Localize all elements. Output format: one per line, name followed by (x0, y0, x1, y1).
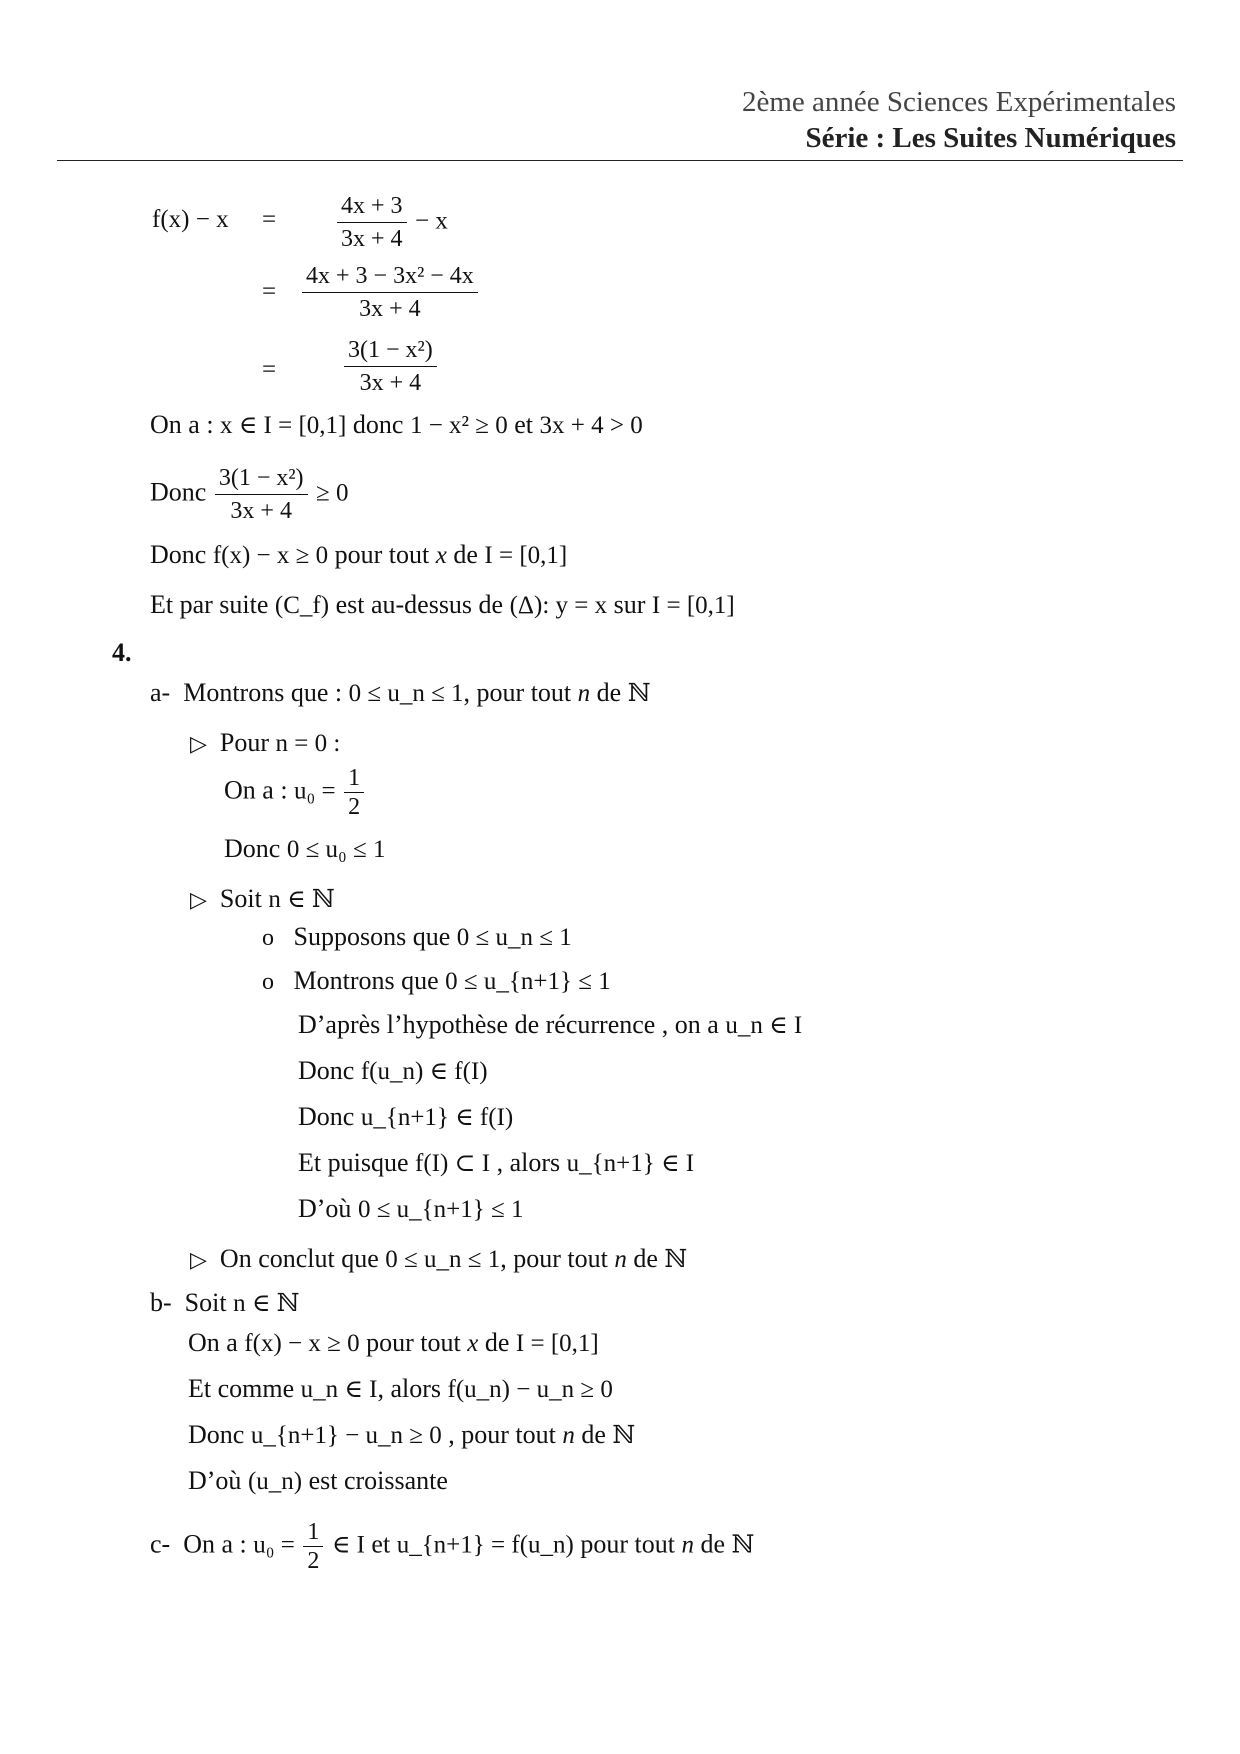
goal-line (262, 966, 611, 996)
dou-line (298, 1194, 523, 1224)
u0-equals: u₀ = (294, 777, 336, 805)
naturals-symbol: ℕ (664, 1246, 688, 1273)
ineq-one-minus-x2: 1 − x² ≥ 0 (409, 412, 508, 439)
half-denominator: 2 (348, 794, 361, 820)
naturals-symbol: ℕ (612, 1422, 636, 1449)
computation-step2 (300, 260, 480, 325)
pour-text: Pour (219, 728, 270, 757)
donc-word: donc (352, 410, 404, 439)
in-I: ∈ I (331, 1531, 365, 1559)
on-a-label: On a (188, 1328, 238, 1357)
alors-text: , alors (496, 1148, 561, 1177)
goal-bounds: 0 ≤ u_{n+1} ≤ 1 (445, 968, 611, 995)
dapres-text: D’après l’hypothèse de récurrence , on a (298, 1010, 719, 1039)
fx-minus-x-ineq: f(x) − x ≥ 0 (212, 542, 329, 569)
pour-tout-tail: , pour tout (463, 678, 572, 707)
sur-text: sur (613, 590, 646, 619)
part-a-label: a- (150, 678, 171, 707)
part-a-title (150, 678, 651, 708)
de-text: de (484, 1328, 510, 1357)
document-header (742, 84, 1176, 156)
inductive-step-line (190, 884, 335, 914)
donc-label: Donc (150, 477, 207, 507)
de-text: de (633, 1244, 658, 1273)
n-equals-zero: n = 0 : (275, 730, 341, 757)
conclusion-bounds: 0 ≤ u_n ≤ 1 (385, 1246, 501, 1273)
frac-tail: ≥ 0 (316, 479, 349, 507)
on-a-label: On a : (224, 775, 288, 805)
x-variable: x (467, 1330, 479, 1357)
un-in-I: u_n ∈ I (300, 1376, 378, 1403)
dou-text: D’où (298, 1194, 352, 1223)
et-comme-text: Et comme (188, 1374, 295, 1403)
croissante-text: est croissante (308, 1466, 448, 1495)
donc-label: Donc (298, 1102, 355, 1131)
n-variable: n (614, 1246, 627, 1273)
alors-text: , alors (377, 1374, 442, 1403)
line-donc-fx (150, 540, 567, 570)
conclusion-line (190, 1244, 687, 1274)
step1-tail: − x (415, 207, 448, 235)
computation-step1 (335, 190, 448, 255)
line-et-par-suite (150, 590, 735, 620)
circle-bullet-icon: o (262, 925, 274, 951)
de-text: de (581, 1420, 606, 1449)
donc-un1-line (298, 1102, 513, 1132)
naturals-symbol: ℕ (731, 1531, 755, 1559)
n-variable: n (681, 1531, 694, 1559)
step2-numerator: 4x + 3 − 3x² − 4x (302, 260, 478, 293)
part-c-line (150, 1518, 754, 1575)
supposons-text: Supposons que (293, 922, 451, 951)
x-in-interval: x ∈ I = [0,1] (220, 412, 347, 439)
b-et-comme-line (188, 1374, 613, 1404)
f-un-minus-un-ineq: f(u_n) − u_n ≥ 0 (447, 1376, 613, 1403)
dou-text: D’où (188, 1466, 242, 1495)
naturals-symbol: ℕ (627, 680, 651, 707)
interval-I: I = [0,1] (484, 542, 568, 569)
equals-sign-1: = (262, 206, 277, 233)
un-in-I: u_n ∈ I (725, 1012, 803, 1039)
header-class-level: 2ème année Sciences Expérimentales (742, 86, 1176, 118)
frac-numerator: 3(1 − x²) (215, 462, 308, 495)
step1-denominator: 3x + 4 (341, 226, 403, 252)
u0-equals: u₀ = (253, 1531, 295, 1559)
equals-sign-3: = (262, 356, 277, 383)
pour-tout-tail: , pour tout (500, 1244, 608, 1273)
u0-bounds: 0 ≤ u₀ ≤ 1 (286, 836, 386, 863)
line-donc-fraction (150, 462, 349, 527)
donc-label: Donc (298, 1056, 355, 1085)
de-text: de (453, 540, 478, 569)
half-numerator: 1 (303, 1518, 323, 1547)
header-rule (57, 160, 1183, 161)
base-case-line (190, 728, 340, 758)
on-a-label: On a : (150, 410, 214, 439)
step2-denominator: 3x + 4 (359, 296, 421, 322)
un1-in-I: u_{n+1} ∈ I (566, 1150, 695, 1177)
frac-denominator: 3x + 4 (230, 498, 292, 524)
f-un-in-fI: f(u_n) ∈ f(I) (360, 1058, 488, 1085)
et-puisque-line (298, 1148, 694, 1178)
step3-denominator: 3x + 4 (359, 370, 422, 396)
fI-subset-I: f(I) ⊂ I (415, 1150, 491, 1177)
n-variable: n (577, 680, 591, 707)
un1-in-fI: u_{n+1} ∈ f(I) (360, 1104, 514, 1131)
hypothesis-line (262, 922, 572, 952)
recurrence-hypothesis-line (298, 1010, 802, 1040)
step1-numerator: 4x + 3 (337, 190, 407, 223)
pour-tout-tail: , pour tout (448, 1420, 556, 1449)
triangle-bullet-icon: ▷ (190, 731, 207, 756)
pour-tout-text: pour tout (366, 1328, 461, 1357)
n-in-naturals: n ∈ ℕ (268, 886, 335, 913)
part-c-label: c- (150, 1529, 171, 1559)
n-in-naturals: n ∈ ℕ (233, 1290, 300, 1317)
circle-bullet-icon: o (262, 969, 274, 995)
recurrence-relation: u_{n+1} = f(u_n) (396, 1531, 574, 1559)
on-a-label: On a : (183, 1529, 247, 1559)
fx-minus-x-ineq: f(x) − x ≥ 0 (244, 1330, 360, 1357)
computation-step3 (342, 334, 439, 399)
line-delta: (Δ): y = x (509, 592, 608, 619)
step3-numerator: 3(1 − x²) (344, 334, 437, 367)
donc-label: Donc (224, 834, 281, 863)
pour-tout-text: pour tout (580, 1529, 675, 1559)
line-on-a (150, 410, 643, 440)
de-text: de (700, 1529, 726, 1559)
soit-text: Soit (184, 1288, 227, 1317)
montrons-que: Montrons que : (183, 678, 343, 707)
et-word: et (371, 1529, 391, 1559)
montrons-text: Montrons que (293, 966, 439, 995)
donc-label: Donc (188, 1420, 245, 1449)
triangle-bullet-icon: ▷ (190, 1247, 207, 1272)
header-series-title: Série : Les Suites Numériques (805, 122, 1176, 154)
on-conclut-text: On conclut que (219, 1244, 379, 1273)
x-variable: x (435, 542, 447, 569)
et-word: et (514, 410, 534, 439)
b-dou-line (188, 1466, 448, 1496)
hypothesis-bounds: 0 ≤ u_n ≤ 1 (456, 924, 572, 951)
part-b-title (150, 1288, 299, 1318)
triangle-bullet-icon: ▷ (190, 887, 207, 912)
donc-f-un-line (298, 1056, 488, 1086)
computation-lhs: f(x) − x (152, 206, 229, 233)
au-dessus-text: est au-dessus de (335, 590, 504, 619)
un1-minus-un-ineq: u_{n+1} − u_n ≥ 0 (250, 1422, 442, 1449)
part-b-label: b- (150, 1288, 172, 1317)
base-case-donc (224, 834, 386, 864)
n-variable: n (562, 1422, 575, 1449)
claim-bounds: 0 ≤ u_n ≤ 1 (348, 680, 464, 707)
base-case-u0 (224, 764, 366, 821)
sequence-un: (u_n) (247, 1468, 303, 1495)
interval-I: I = [0,1] (515, 1330, 599, 1357)
soit-text: Soit (219, 884, 262, 913)
curve-cf: (C_f) (274, 592, 330, 619)
half-denominator: 2 (307, 1548, 320, 1574)
et-par-suite-text: Et par suite (150, 590, 269, 619)
pour-tout-text: pour tout (334, 540, 430, 569)
ineq-3x-plus-4: 3x + 4 > 0 (539, 412, 643, 439)
b-donc-line (188, 1420, 635, 1450)
un1-bounds: 0 ≤ u_{n+1} ≤ 1 (357, 1196, 524, 1223)
half-numerator: 1 (344, 764, 364, 793)
donc-label: Donc (150, 540, 207, 569)
b-on-a-line (188, 1328, 599, 1358)
equals-sign-2: = (262, 278, 277, 305)
interval-I: I = [0,1] (651, 592, 735, 619)
section-number: 4. (112, 638, 132, 667)
et-puisque-text: Et puisque (298, 1148, 409, 1177)
de-text: de (596, 678, 622, 707)
